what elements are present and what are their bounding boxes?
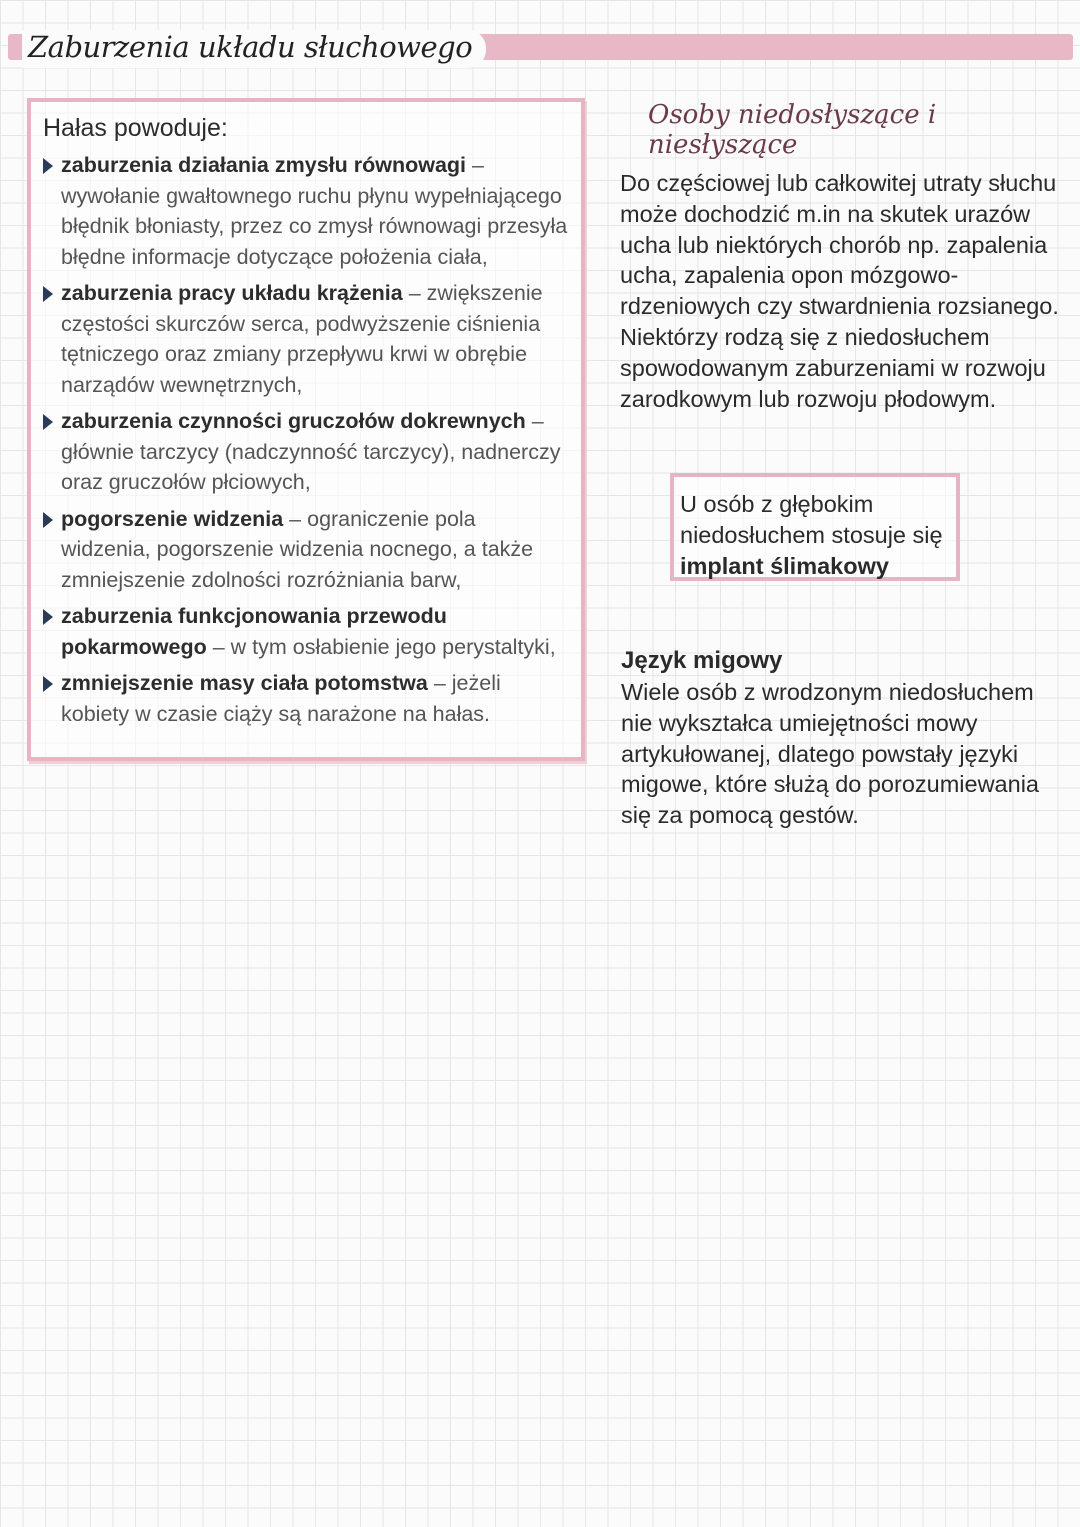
item-desc: – w tym osłabienie jego perystaltyki,: [206, 634, 556, 659]
item-desc: – zwiększenie częstości skurczów serca, podwyższenie ciśnienia tętniczego oraz zmiany przepływu krwi w obrębie narządów wewnętrznych,: [61, 281, 543, 397]
sign-language-paragraph: Wiele osób z wrodzonym niedosłuchem nie wykształca umiejętności mowy artykułowanej, dlatego powstały języki migowe, które służą do porozumiewania się za pomocą gestów.: [621, 679, 1039, 829]
hearing-loss-paragraph: Do częściowej lub całkowitej utraty słuchu może dochodzić m.in na skutek urazów ucha lub niektórych chorób np. zapalenia ucha, zapalenia opon mózgowo-rdzeniowych czy stwardnienia rozsianego. Niektórzy rodzą się z niedosłuchem spowodowanym zaburzeniami w rozwoju zarodkowym lub rozwoju płodowym.: [620, 170, 1059, 412]
title-wrapper: [22, 30, 486, 68]
item-term: zaburzenia działania zmysłu równowagi: [61, 153, 467, 177]
list-item: [39, 504, 569, 596]
item-term: zaburzenia czynności gruczołów dokrewnych: [61, 409, 526, 433]
implant-box: [670, 473, 960, 581]
implant-bold: implant ślimakowy: [680, 553, 889, 579]
list-item: [39, 150, 569, 272]
item-term: zaburzenia pracy układu krążenia: [61, 281, 403, 305]
item-desc: – ograniczenie pola widzenia, pogorszenie widzenia nocnego, a także zmniejszenie zdolności rozróżniania barw,: [61, 506, 534, 592]
sign-language-heading: Język migowy: [621, 647, 783, 674]
bullet-arrow-icon: [43, 158, 53, 174]
bullet-arrow-icon: [43, 414, 53, 430]
item-desc: – jeżeli kobiety w czasie ciąży są narażone na hałas.: [61, 671, 501, 726]
bullet-arrow-icon: [43, 676, 53, 692]
bullet-arrow-icon: [43, 512, 53, 528]
list-item: [39, 668, 569, 729]
item-term: zmniejszenie masy ciała potomstwa: [61, 671, 428, 695]
item-term: pogorszenie widzenia: [61, 506, 284, 531]
item-desc: – wywołanie gwałtownego ruchu płynu wypełniającego błędnik błoniasty, przez co zmysł równowagi przesyła błędne informacje dotyczące położenia ciała,: [61, 153, 568, 269]
list-item: [39, 278, 569, 400]
implant-text: U osób z głębokim niedosłuchem stosuje się: [680, 491, 943, 548]
noise-heading: Hałas powoduje:: [43, 114, 228, 142]
item-term: zaburzenia funkcjonowania przewodu pokarmowego: [61, 604, 447, 659]
noise-effects-box: [27, 98, 585, 761]
list-item: [39, 406, 569, 498]
noise-effects-list: [39, 150, 569, 735]
bullet-arrow-icon: [43, 609, 53, 625]
page-title: Zaburzenia układu słuchowego: [28, 30, 473, 64]
list-item: [39, 601, 569, 662]
item-desc: – głównie tarczycy (nadczynność tarczycy), nadnerczy oraz gruczołów płciowych,: [61, 409, 561, 494]
bullet-arrow-icon: [43, 286, 53, 302]
hearing-loss-heading: Osoby niedosłyszące i niesłyszące: [648, 100, 937, 160]
